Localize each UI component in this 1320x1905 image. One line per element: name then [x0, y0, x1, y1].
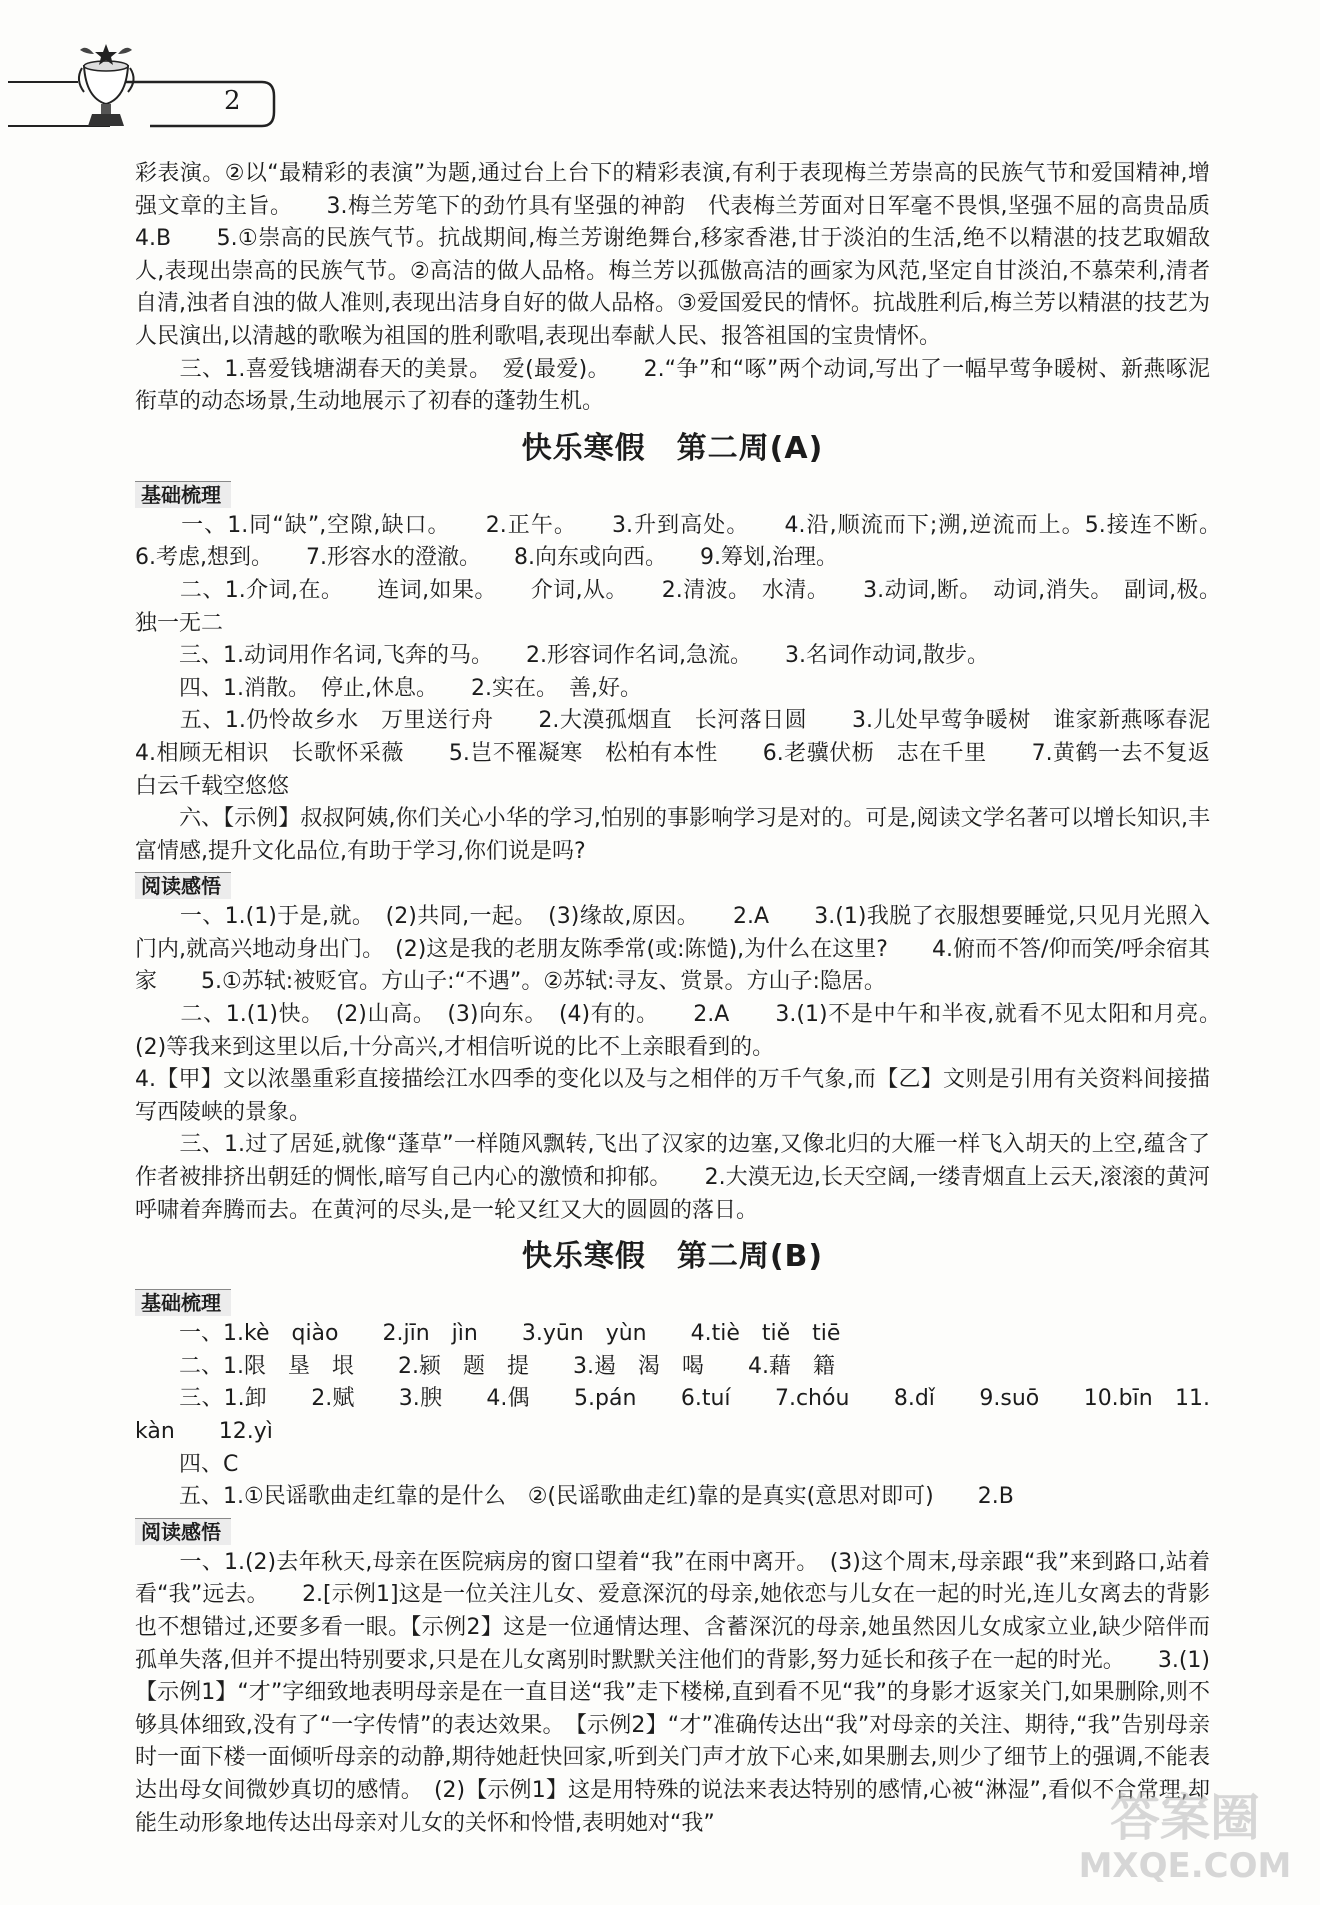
trophy-icon [79, 44, 134, 126]
answer-paragraph: 一、1.(1)于是,就。 (2)共同,一起。 (3)缘故,原因。 2.A 3.(1)我脱了衣服想要睡觉,只见月光照入门内,就高兴地动身出门。 (2)这是我的老朋友陈季常(或:陈慥),为什么在这里? 4.俯而不答/仰而笑/呼余宿其家 5.①苏轼:被贬官。方山子:“不遇”。②苏轼:寻友、赏景。方山子:隐居。 [135, 904, 1210, 995]
page-number: 2 [224, 86, 241, 116]
answer-paragraph: 六、【示例】叔叔阿姨,你们关心小华的学习,怕别的事影响学习是对的。可是,阅读文学名著可以增长知识,丰富情感,提升文化品位,有助于学习,你们说是吗? [135, 806, 1210, 864]
answer-paragraph: 一、1.同“缺”,空隙,缺口。 2.正午。 3.升到高处。 4.沿,顺流而下;溯,逆流而上。5.接连不断。 6.考虑,想到。 7.形容水的澄澈。 8.向东或向西。 9.筹划,治理。 [135, 512, 1255, 571]
answer-paragraph: 四、1.消散。 停止,休息。 2.实在。 善,好。 [135, 675, 642, 701]
answer-paragraph: 三、1.喜爱钱塘湖春天的美景。 爱(最爱)。 2.“争”和“啄”两个动词,写出了一幅早莺争暖树、新燕啄泥衔草的动态场景,生动地展示了初春的蓬勃生机。 [135, 356, 1210, 415]
answer-paragraph: 一、1.kè qiào 2.jīn jìn 3.yūn yùn 4.tiè tiě tiē [135, 1321, 841, 1347]
answer-paragraph: 四、C [135, 1451, 239, 1477]
answer-paragraph: 4.【甲】文以浓墨重彩直接描绘江水四季的变化以及与之相伴的万千气象,而【乙】文则是引用有关资料间接描写西陵峡的景象。 [135, 1067, 1210, 1125]
subsection-label: 基础梳理 [135, 1289, 231, 1316]
subsection-label: 阅读感悟 [135, 1518, 231, 1545]
section-title: 快乐寒假 第二周(B) [521, 1239, 824, 1275]
section-title: 快乐寒假 第二周(A) [521, 430, 824, 466]
watermark-text: 答案圈 [1110, 1789, 1260, 1847]
answer-paragraph: 三、1.动词用作名词,飞奔的马。 2.形容词作名词,急流。 3.名词作动词,散步。 [135, 643, 989, 669]
answer-paragraph: 五、1.仍怜故乡水 万里送行舟 2.大漠孤烟直 长河落日圆 3.儿处早莺争暖树 谁家新燕啄春泥 4.相顾无相识 长歌怀采薇 5.岂不罹凝寒 松柏有本性 6.老骥伏枥 志在千里 7.黄鹤一去不复返 白云千载空悠悠 [135, 708, 1255, 799]
answer-paragraph: 五、1.①民谣歌曲走红靠的是什么 ②(民谣歌曲走红)靠的是真实(意思对即可) 2.B [135, 1484, 1014, 1510]
page-content [135, 158, 1255, 1840]
subsection-label: 阅读感悟 [135, 872, 231, 899]
answer-paragraph: 三、1.卸 2.赋 3.腴 4.偶 5.pán 6.tuí 7.chóu 8.dǐ 9.suō 10.bīn 11.kàn 12.yì [135, 1386, 1210, 1444]
answer-paragraph: 二、1.介词,在。 连词,如果。 介词,从。 2.清波。 水清。 3.动词,断。 动词,消失。 副词,极。 独一无二 [135, 577, 1233, 636]
answer-paragraph: 二、1.(1)快。 (2)山高。 (3)向东。 (4)有的。 2.A 3.(1)不是中午和半夜,就看不见太阳和月亮。 (2)等我来到这里以后,十分高兴,才相信听说的比不上亲眼看到的。 [135, 1002, 1233, 1060]
watermark-domain: MXQE.COM [1078, 1846, 1292, 1886]
trophy-header-graphic [0, 0, 300, 140]
answer-paragraph: 一、1.(2)去年秋天,母亲在医院病房的窗口望着“我”在雨中离开。 (3)这个周末,母亲跟“我”来到路口,站着看“我”远去。 2.[示例1]这是一位关注儿女、爱意深沉的母亲,她依恋与儿女在一起的时光,连儿女离去的背影也不想错过,还要多看一眼。【示例2】这是一位通情达理、含蓄深沉的母亲,她虽然因儿女成家立业,缺少陪伴而孤单失落,但并不提出特别要求,只是在儿女离别时默默关注他们的背影,努力延长和孩子在一起的时光。 3.(1)【示例1】“才”字细致地表明母亲是在一直目送“我”走下楼梯,直到看不见“我”的身影才返家关门,如果删除,则不够具体细致,没有了“一字传情”的表达效果。 【示例2】“才”准确传达出“我”对母亲的关注、期待,“我”告别母亲时一面下楼一面倾听母亲的动静,期待她赶快回家,听到关门声才放下心来,如果删去,则少了细节上的强调,不能表达出母女间微妙真切的感情。 (2)【示例1】这是用特殊的说法来表达特别的感情,心被“淋湿”,看似不合常理,却能生动形象地传达出母亲对儿女的关怀和怜惜,表明她对“我” [135, 1549, 1210, 1836]
subsection-label: 基础梳理 [135, 481, 231, 508]
page-header [0, 0, 1320, 140]
answer-paragraph: 彩表演。②以“最精彩的表演”为题,通过台上台下的精彩表演,有利于表现梅兰芳崇高的民族气节和爱国精神,增强文章的主旨。 3.梅兰芳笔下的劲竹具有坚强的神韵 代表梅兰芳面对日军毫不畏惧,坚强不屈的高贵品质 4.B 5.①崇高的民族气节。抗战期间,梅兰芳谢绝舞台,移家香港,甘于淡泊的生活,绝不以精湛的技艺取媚敌人,表现出崇高的民族气节。②高洁的做人品格。梅兰芳以孤傲高洁的画家为风范,坚定自甘淡泊,不慕荣利,清者自清,浊者自浊的做人准则,表现出洁身自好的做人品格。③爱国爱民的情怀。抗战胜利后,梅兰芳以精湛的技艺为人民演出,以清越的歌喉为祖国的胜利歌唱,表现出奉献人民、报答祖国的宝贵情怀。 [135, 161, 1255, 349]
answer-paragraph: 三、1.过了居延,就像“蓬草”一样随风飘转,飞出了汉家的边塞,又像北归的大雁一样飞入胡天的上空,蕴含了作者被排挤出朝廷的惆怅,暗写自己内心的激愤和抑郁。 2.大漠无边,长天空阔,一缕青烟直上云天,滚滚的黄河呼啸着奔腾而去。在黄河的尽头,是一轮又红又大的圆圆的落日。 [135, 1132, 1210, 1223]
answer-paragraph: 二、1.限 垦 垠 2.颍 题 提 3.遏 渴 喝 4.藉 籍 [135, 1353, 835, 1379]
watermark-logo [1070, 1777, 1300, 1887]
